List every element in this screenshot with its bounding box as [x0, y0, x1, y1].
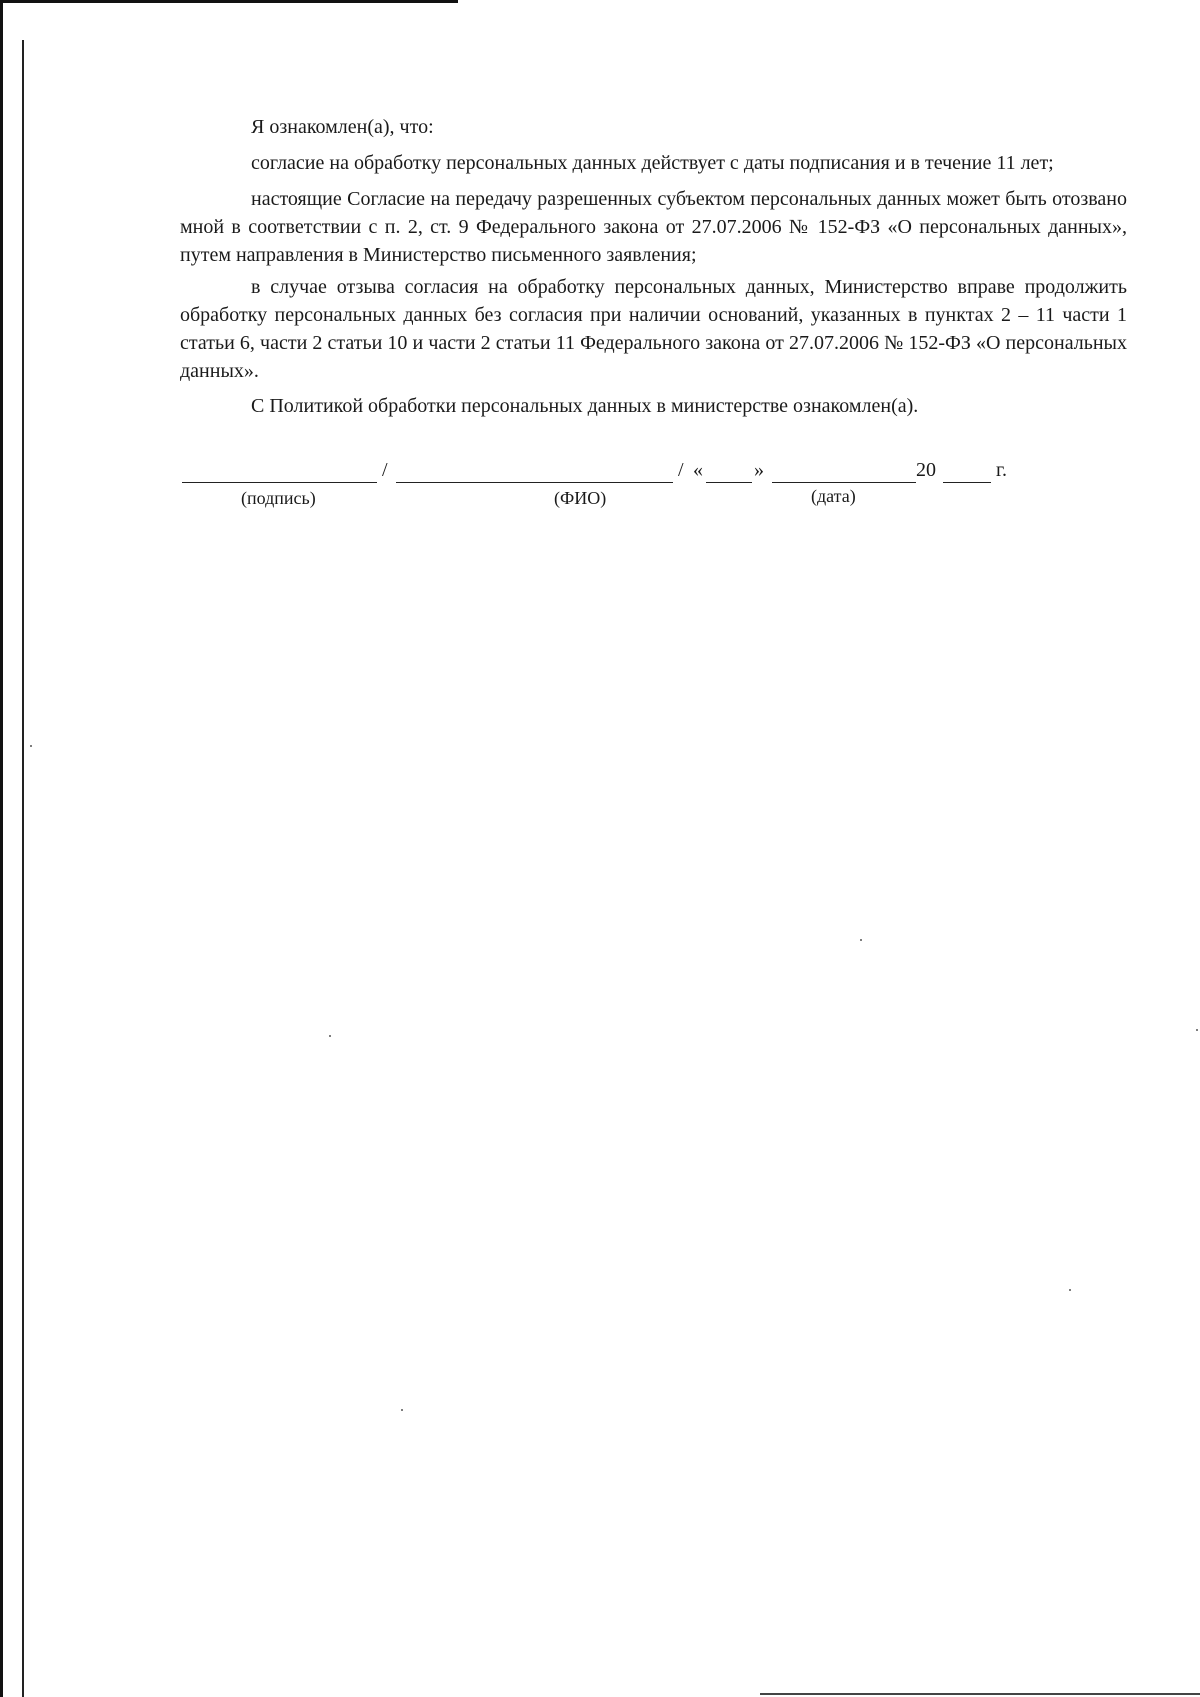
paragraph-policy: С Политикой обработки персональных данных в министерстве ознакомлен(а).: [251, 395, 919, 417]
quote-open: «: [693, 459, 703, 481]
slash-separator: /: [382, 459, 388, 481]
document-body: [180, 113, 1127, 420]
scan-edge-left-inner: [22, 40, 24, 1697]
caption-signature: (подпись): [241, 488, 316, 508]
signature-line[interactable]: [182, 458, 377, 483]
scan-edge-top: [0, 0, 458, 3]
paragraph-continuation: в случае отзыва согласия на обработку персональных данных, Министерство вправе продолжить обработку персональных данных без согласия при наличии оснований, указанных в пунктах 2 – 11 части 1 статьи 6, части 2 статьи 10 и части 2 статьи 11 Федерального закона от 27.07.2006 № 152-ФЗ «О персональных данных».: [180, 276, 1127, 382]
paragraph-validity: согласие на обработку персональных данных действует с даты подписания и в течение 11 лет;: [251, 152, 1054, 174]
slash-separator: /: [678, 459, 684, 481]
month-line[interactable]: [772, 458, 916, 483]
year-line[interactable]: [943, 458, 991, 483]
scan-speck: [401, 1409, 403, 1411]
scan-speck: [329, 1035, 331, 1037]
caption-date: (дата): [811, 486, 856, 506]
year-suffix: г.: [996, 459, 1007, 481]
day-line[interactable]: [706, 458, 752, 483]
scan-speck: [30, 745, 32, 747]
paragraph-revocation: настоящие Согласие на передачу разрешенных субъектом персональных данных может быть отозвано мной в соответствии с п. 2, ст. 9 Федерального закона от 27.07.2006 № 152-ФЗ «О персональных данных», путем направления в Министерство письменного заявления;: [180, 188, 1127, 266]
scan-edge-bottom: [760, 1693, 1200, 1695]
scan-speck: [860, 939, 862, 941]
scan-speck: [1196, 1029, 1198, 1031]
full-name-line[interactable]: [396, 458, 673, 483]
caption-full-name: (ФИО): [554, 488, 607, 508]
scan-edge-left: [0, 0, 3, 1697]
year-prefix: 20: [916, 459, 936, 481]
paragraph-intro: Я ознакомлен(а), что:: [251, 116, 434, 138]
quote-close: »: [754, 459, 764, 481]
scan-speck: [1069, 1289, 1071, 1291]
